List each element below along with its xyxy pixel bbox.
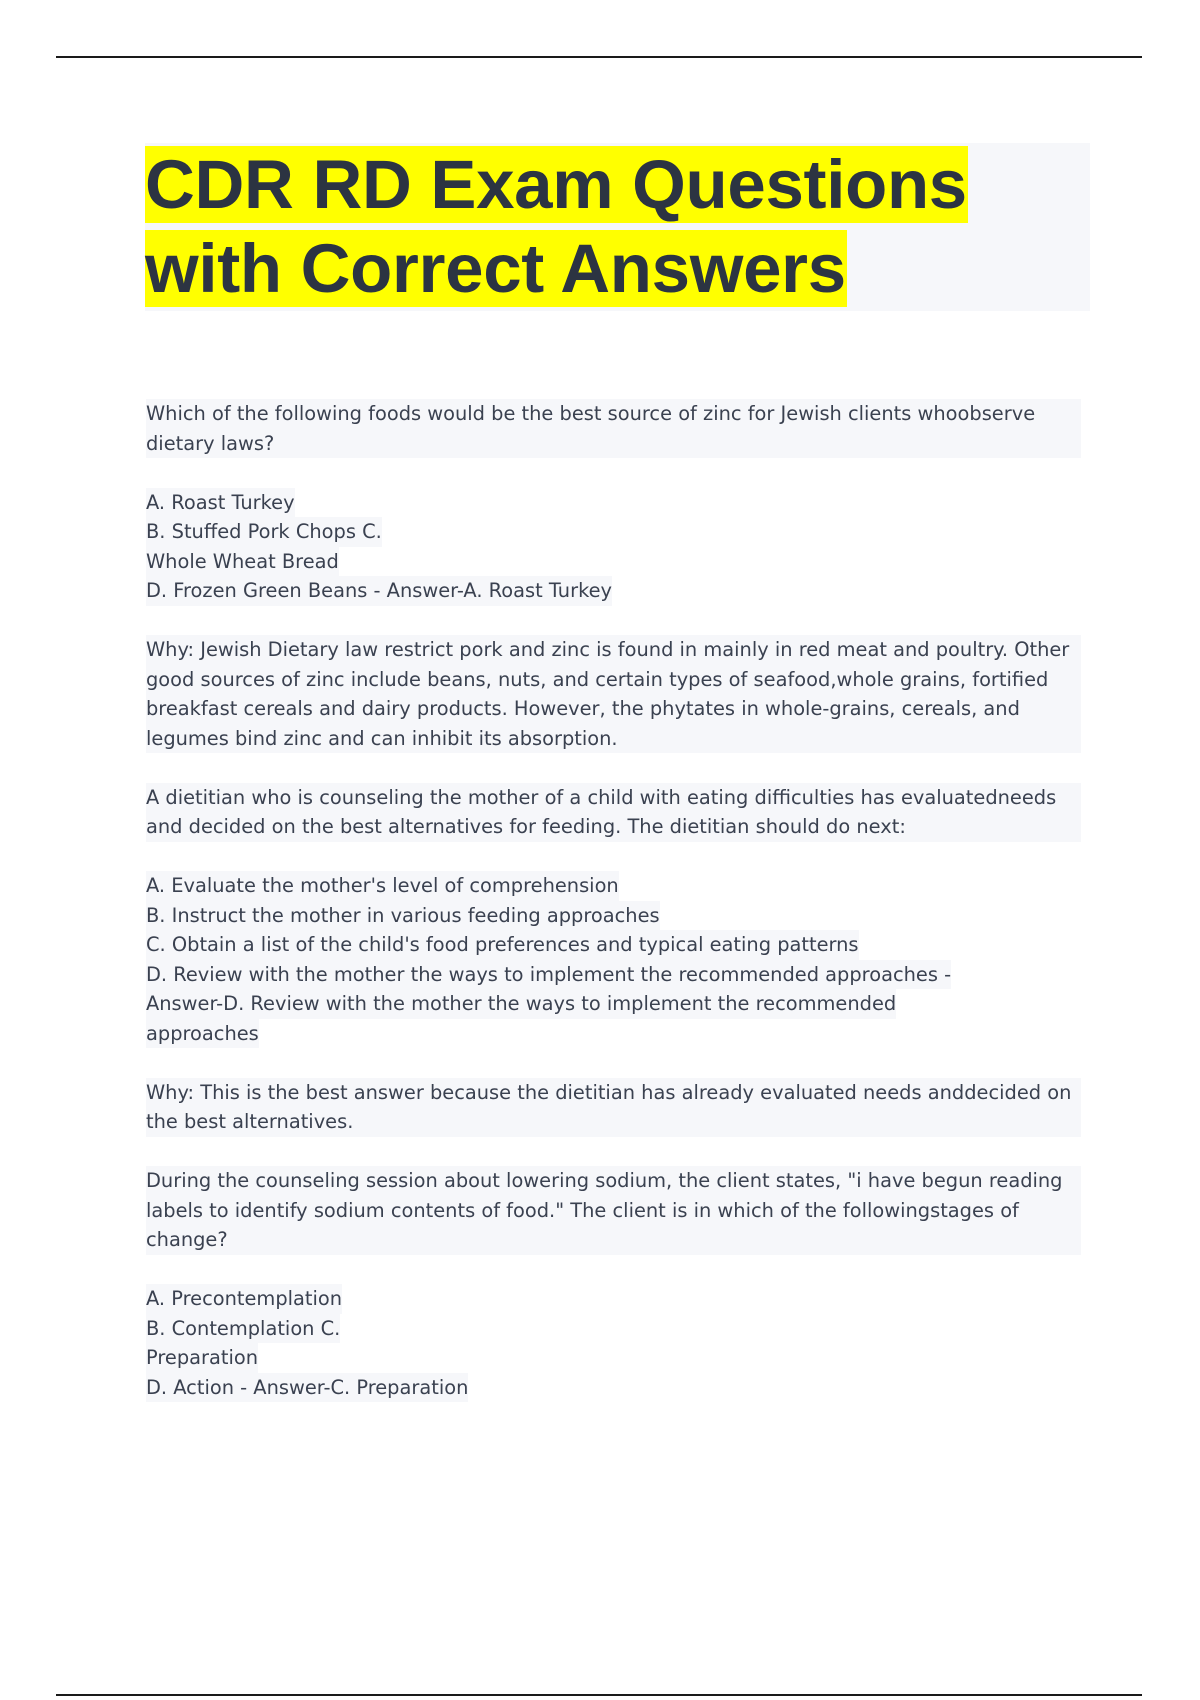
- title-line-1: CDR RD Exam Questions: [145, 146, 967, 223]
- option-line: D. Action - Answer-C. Preparation: [146, 1373, 468, 1403]
- question-2-explanation: Why: This is the best answer because the dietitian has already evaluated needs anddecided on the best alternatives.: [146, 1078, 1081, 1137]
- question-2-options: [146, 871, 1081, 1048]
- document-body: [146, 399, 1081, 1432]
- option-line: A. Evaluate the mother's level of comprehension: [146, 871, 619, 901]
- question-1-explanation: Why: Jewish Dietary law restrict pork and zinc is found in mainly in red meat and poultry. Other good sources of zinc include beans, nuts, and certain types of seafood,whole grains, fortified breakfast cereals and dairy products. However, the phytates in whole-grains, cereals, and legumes bind zinc and can inhibit its absorption.: [146, 635, 1081, 753]
- option-line: D. Frozen Green Beans - Answer-A. Roast Turkey: [146, 576, 612, 606]
- page-title: [145, 143, 1090, 311]
- option-line: A. Roast Turkey: [146, 488, 295, 518]
- bottom-rule: [56, 1694, 1142, 1696]
- option-line: approaches: [146, 1019, 259, 1049]
- question-3-options: [146, 1284, 1081, 1402]
- question-3-text: During the counseling session about lowering sodium, the client states, "i have begun reading labels to identify sodium contents of food." The client is in which of the followingstages of change?: [146, 1166, 1081, 1255]
- question-2-text: A dietitian who is counseling the mother of a child with eating difficulties has evaluatedneeds and decided on the best alternatives for feeding. The dietitian should do next:: [146, 783, 1081, 842]
- top-rule: [56, 56, 1142, 58]
- option-line: A. Precontemplation: [146, 1284, 342, 1314]
- option-line: Whole Wheat Bread: [146, 547, 339, 577]
- question-1-options: [146, 488, 1081, 606]
- title-line-2: with Correct Answers: [145, 230, 846, 307]
- option-line: D. Review with the mother the ways to implement the recommended approaches -: [146, 960, 951, 990]
- option-line: Preparation: [146, 1343, 258, 1373]
- question-1-text: Which of the following foods would be the best source of zinc for Jewish clients whoobserve dietary laws?: [146, 399, 1081, 458]
- option-line: B. Stuffed Pork Chops C.: [146, 517, 382, 547]
- option-line: C. Obtain a list of the child's food preferences and typical eating patterns: [146, 930, 859, 960]
- option-line: B. Instruct the mother in various feeding approaches: [146, 901, 660, 931]
- option-line: Answer-D. Review with the mother the ways to implement the recommended: [146, 989, 896, 1019]
- option-line: B. Contemplation C.: [146, 1314, 340, 1344]
- title-block: [145, 143, 1090, 311]
